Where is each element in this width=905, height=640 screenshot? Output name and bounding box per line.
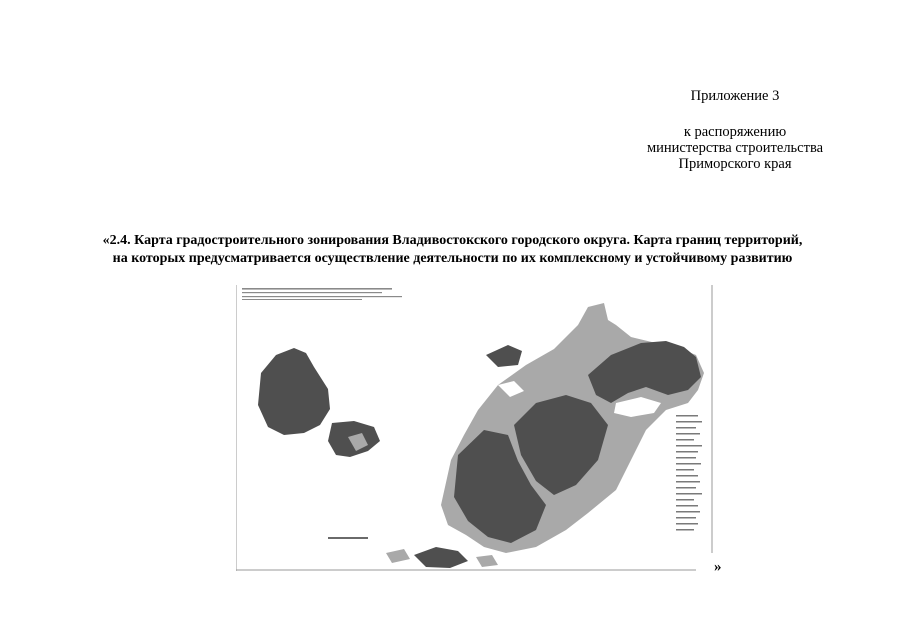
title-line-1: «2.4. Карта градостроительного зонирования Владивостокского городского округа. Карта границ территорий, <box>102 233 803 248</box>
order-line-3: Приморского края <box>678 156 792 172</box>
zoning-map-image <box>236 285 713 571</box>
document-title <box>30 232 875 268</box>
map-scale-bar <box>328 537 368 539</box>
order-line-2: министерства строительства <box>646 140 824 156</box>
map-islet-bottom <box>414 547 468 568</box>
closing-quote: » <box>714 559 722 575</box>
map-header-text <box>242 288 402 300</box>
title-line-2: на которых предусматривается осуществление деятельности по их комплексному и устойчивому развитию <box>112 251 793 266</box>
order-reference <box>560 124 905 172</box>
order-line-1: к распоряжению <box>683 124 787 140</box>
map-island-west <box>258 348 330 435</box>
map-legend <box>676 415 702 531</box>
appendix-label: Приложение 3 <box>690 88 780 104</box>
